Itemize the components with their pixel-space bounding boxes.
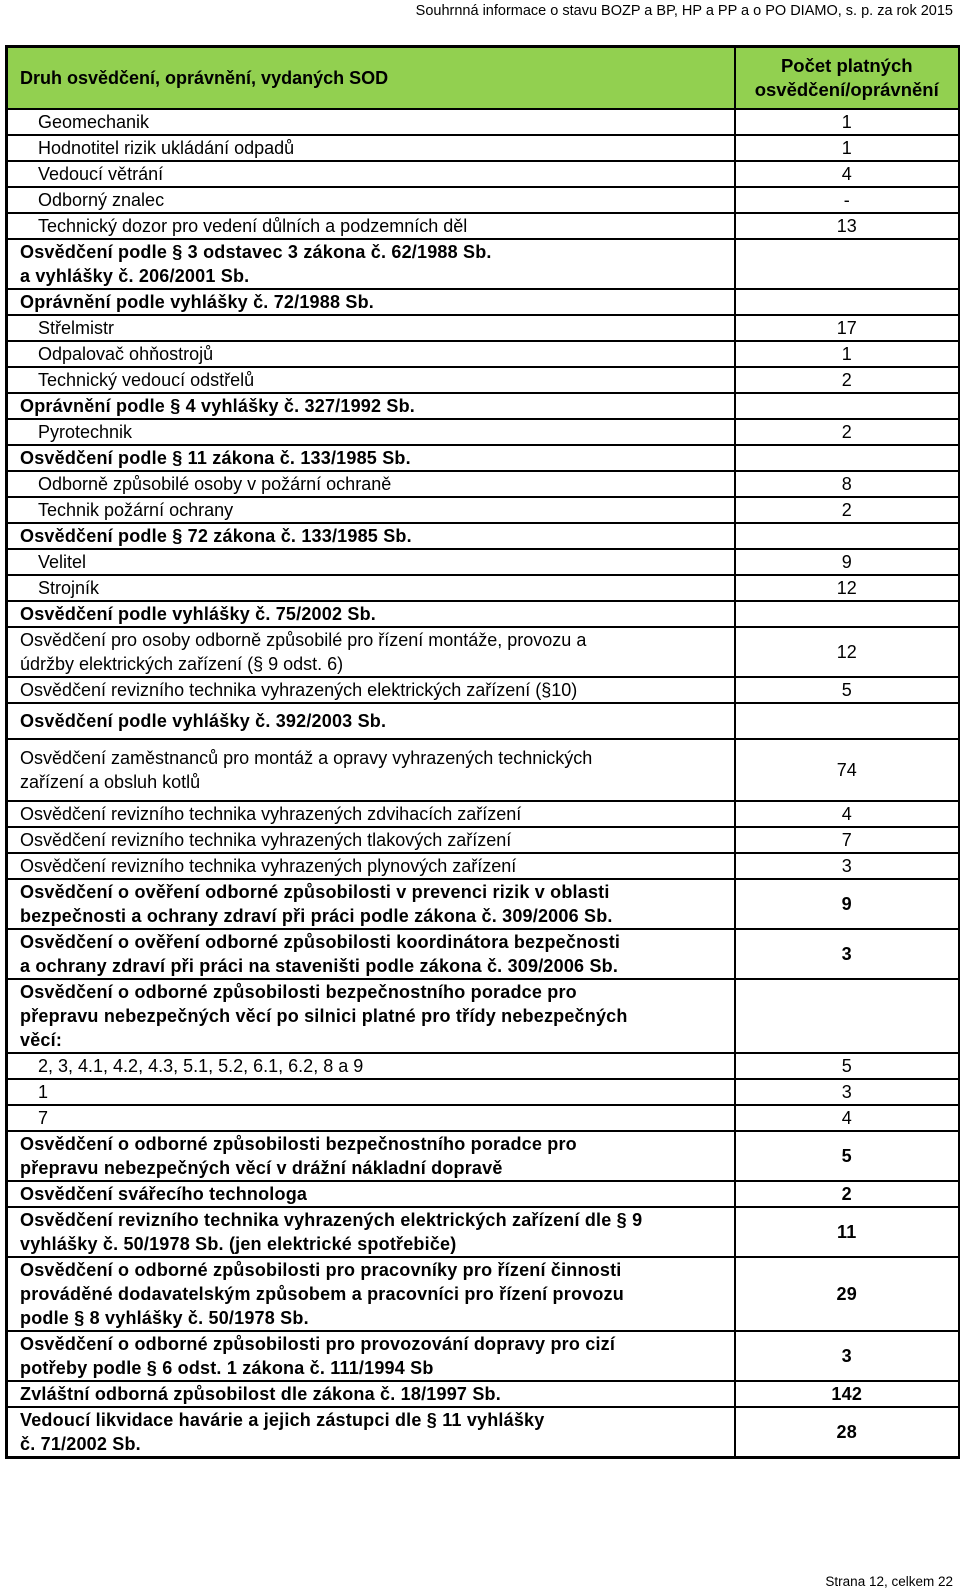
certification-name-line: Hodnotitel rizik ukládání odpadů [38, 138, 295, 158]
certification-name-line: a vyhlášky č. 206/2001 Sb. [20, 266, 250, 286]
certification-name-line: Osvědčení revizního technika vyhrazených plynových zařízení [20, 856, 517, 876]
table-row [7, 801, 960, 827]
table-row [7, 341, 960, 367]
certifications-table [5, 45, 960, 1459]
certification-name-line: Osvědčení revizního technika vyhrazených tlakových zařízení [20, 830, 512, 850]
table-row [7, 1079, 960, 1105]
count-cell: 3 [735, 1079, 960, 1105]
certification-name-cell [7, 187, 735, 213]
certification-name-line: Odborně způsobilé osoby v požární ochraně [38, 474, 392, 494]
table-row [7, 1105, 960, 1131]
count-cell: 4 [735, 1105, 960, 1131]
count-header-line2: osvědčení/oprávnění [754, 79, 939, 100]
table-row [7, 289, 960, 315]
certification-name-line: věcí: [20, 1030, 63, 1050]
certification-name-line: Osvědčení podle § 72 zákona č. 133/1985 Sb. [20, 526, 412, 546]
table-row [7, 549, 960, 575]
certification-name-cell [7, 929, 735, 979]
certification-name-line: Strojník [38, 578, 100, 598]
certification-name-line: Vedoucí větrání [38, 164, 164, 184]
table-row [7, 1181, 960, 1207]
certification-name-cell [7, 367, 735, 393]
certification-name-line: přepravu nebezpečných věcí po silnici platné pro třídy nebezpečných [20, 1006, 628, 1026]
table-row [7, 239, 960, 289]
certification-name-cell [7, 1131, 735, 1181]
table-row [7, 445, 960, 471]
count-cell: 3 [735, 853, 960, 879]
certification-name-cell [7, 677, 735, 703]
count-cell: 2 [735, 497, 960, 523]
count-cell: 5 [735, 1053, 960, 1079]
table-row [7, 1207, 960, 1257]
certification-name-cell [7, 523, 735, 549]
table-row [7, 315, 960, 341]
certification-name-line: Oprávnění podle § 4 vyhlášky č. 327/1992 Sb. [20, 396, 416, 416]
certification-name-cell [7, 879, 735, 929]
certification-name-line: zařízení a obsluh kotlů [20, 772, 201, 792]
count-cell: 1 [735, 135, 960, 161]
count-cell: 4 [735, 801, 960, 827]
table-row [7, 677, 960, 703]
page-header: Souhrnná informace o stavu BOZP a BP, HP a PP a o PO DIAMO, s. p. za rok 2015 [415, 3, 953, 19]
certification-name-line: 1 [38, 1082, 49, 1102]
count-cell [735, 601, 960, 627]
table-row [7, 161, 960, 187]
count-cell: 1 [735, 109, 960, 135]
certification-name-cell [7, 419, 735, 445]
count-cell [735, 445, 960, 471]
table-row [7, 1381, 960, 1407]
count-cell: 9 [735, 549, 960, 575]
table-row [7, 1131, 960, 1181]
certification-name-line: 7 [38, 1108, 49, 1128]
table-row [7, 497, 960, 523]
count-cell: 5 [735, 1131, 960, 1181]
certification-name-line: Osvědčení podle vyhlášky č. 75/2002 Sb. [20, 604, 376, 624]
certification-name-line: Technický dozor pro vedení důlních a podzemních děl [38, 216, 468, 236]
table-row [7, 879, 960, 929]
count-cell [735, 979, 960, 1053]
table-row [7, 523, 960, 549]
table-row [7, 929, 960, 979]
certification-name-cell [7, 1381, 735, 1407]
count-cell: - [735, 187, 960, 213]
certification-name-line: Zvláštní odborná způsobilost dle zákona č. 18/1997 Sb. [20, 1384, 501, 1404]
count-cell: 8 [735, 471, 960, 497]
count-cell: 142 [735, 1381, 960, 1407]
certification-name-line: Osvědčení o odborné způsobilosti bezpečnostního poradce pro [20, 1134, 577, 1154]
certification-name-cell [7, 979, 735, 1053]
page-footer: Strana 12, celkem 22 [825, 1574, 953, 1589]
table-row [7, 575, 960, 601]
certification-name-cell [7, 213, 735, 239]
certification-name-line: Geomechanik [38, 112, 150, 132]
count-cell: 29 [735, 1257, 960, 1331]
count-cell: 12 [735, 627, 960, 677]
certification-name-cell [7, 1079, 735, 1105]
certification-name-line: Osvědčení revizního technika vyhrazených zdvihacích zařízení [20, 804, 522, 824]
table-row [7, 419, 960, 445]
certification-name-cell [7, 1257, 735, 1331]
certification-name-line: Osvědčení podle vyhlášky č. 392/2003 Sb. [20, 711, 387, 731]
count-cell: 12 [735, 575, 960, 601]
table-row [7, 853, 960, 879]
certification-name-line: Technik požární ochrany [38, 500, 234, 520]
certification-name-line: Osvědčení o odborné způsobilosti bezpečnostního poradce pro [20, 982, 577, 1002]
certification-name-cell [7, 315, 735, 341]
certification-name-line: Osvědčení o odborné způsobilosti pro pracovníky pro řízení činnosti [20, 1260, 622, 1280]
certification-name-line: Technický vedoucí odstřelů [38, 370, 255, 390]
table-row [7, 1053, 960, 1079]
certification-name-cell [7, 341, 735, 367]
certification-name-line: Osvědčení o odborné způsobilosti pro provozování dopravy pro cizí [20, 1334, 616, 1354]
certification-name-line: vyhlášky č. 50/1978 Sb. (jen elektrické spotřebiče) [20, 1234, 457, 1254]
table-row [7, 109, 960, 135]
certification-name-line: údržby elektrických zařízení (§ 9 odst. 6) [20, 654, 344, 674]
certification-name-line: Odborný znalec [38, 190, 165, 210]
count-cell: 13 [735, 213, 960, 239]
count-cell: 2 [735, 419, 960, 445]
count-cell: 5 [735, 677, 960, 703]
certification-name-line: Osvědčení podle § 11 zákona č. 133/1985 Sb. [20, 448, 411, 468]
type-column-header: Druh osvědčení, oprávnění, vydaných SOD [7, 47, 735, 110]
certification-name-line: Osvědčení o ověření odborné způsobilosti koordinátora bezpečnosti [20, 932, 621, 952]
certification-name-line: č. 71/2002 Sb. [20, 1434, 141, 1454]
count-header-line1: Počet platných [780, 55, 913, 76]
certification-name-line: prováděné dodavatelským způsobem a pracovníci pro řízení provozu [20, 1284, 624, 1304]
certification-name-cell [7, 239, 735, 289]
count-cell: 7 [735, 827, 960, 853]
certification-name-cell [7, 801, 735, 827]
certification-name-cell [7, 1053, 735, 1079]
certification-name-cell [7, 135, 735, 161]
certification-name-cell [7, 497, 735, 523]
table-row [7, 827, 960, 853]
certification-name-line: a ochrany zdraví při práci na staveništi podle zákona č. 309/2006 Sb. [20, 956, 619, 976]
table-row [7, 601, 960, 627]
count-cell: 2 [735, 1181, 960, 1207]
count-cell [735, 289, 960, 315]
certification-name-cell [7, 445, 735, 471]
certification-name-cell [7, 1181, 735, 1207]
table-row [7, 1407, 960, 1458]
certification-name-line: podle § 8 vyhlášky č. 50/1978 Sb. [20, 1308, 309, 1328]
certification-name-line: přepravu nebezpečných věcí v drážní nákladní dopravě [20, 1158, 503, 1178]
certification-name-line: Osvědčení svářecího technologa [20, 1184, 308, 1204]
certification-name-cell [7, 161, 735, 187]
table-row [7, 1331, 960, 1381]
certification-name-cell [7, 627, 735, 677]
certification-name-line: Osvědčení zaměstnanců pro montáž a opravy vyhrazených technických [20, 748, 593, 768]
certification-name-line: Oprávnění podle vyhlášky č. 72/1988 Sb. [20, 292, 374, 312]
certification-name-cell [7, 393, 735, 419]
certification-name-cell [7, 109, 735, 135]
count-cell: 17 [735, 315, 960, 341]
count-cell: 4 [735, 161, 960, 187]
certification-name-line: Velitel [38, 552, 87, 572]
table-row [7, 393, 960, 419]
certification-name-cell [7, 703, 735, 739]
table-row [7, 367, 960, 393]
table-row [7, 135, 960, 161]
count-cell [735, 703, 960, 739]
count-cell: 2 [735, 367, 960, 393]
table-row [7, 471, 960, 497]
table-header-row [7, 47, 960, 110]
certification-name-cell [7, 471, 735, 497]
certification-name-cell [7, 601, 735, 627]
certification-name-line: Vedoucí likvidace havárie a jejich zástupci dle § 11 vyhlášky [20, 1410, 545, 1430]
count-cell: 1 [735, 341, 960, 367]
count-cell: 11 [735, 1207, 960, 1257]
certification-name-cell [7, 1105, 735, 1131]
certification-name-line: bezpečnosti a ochrany zdraví při práci podle zákona č. 309/2006 Sb. [20, 906, 613, 926]
count-cell: 9 [735, 879, 960, 929]
certification-name-line: Střelmistr [38, 318, 114, 338]
table-row [7, 703, 960, 739]
count-cell [735, 393, 960, 419]
count-cell: 3 [735, 929, 960, 979]
certification-name-cell [7, 549, 735, 575]
count-cell: 3 [735, 1331, 960, 1381]
count-cell: 28 [735, 1407, 960, 1458]
certification-name-line: Odpalovač ohňostrojů [38, 344, 214, 364]
certification-name-line: Osvědčení pro osoby odborně způsobilé pro řízení montáže, provozu a [20, 630, 587, 650]
certification-name-cell [7, 853, 735, 879]
table-row [7, 627, 960, 677]
count-cell [735, 523, 960, 549]
certification-name-cell [7, 827, 735, 853]
certification-name-cell [7, 1331, 735, 1381]
count-cell: 74 [735, 739, 960, 801]
table-row [7, 1257, 960, 1331]
certification-name-line: potřeby podle § 6 odst. 1 zákona č. 111/1994 Sb [20, 1358, 434, 1378]
certification-name-line: 2, 3, 4.1, 4.2, 4.3, 5.1, 5.2, 6.1, 6.2, 8 a 9 [38, 1056, 364, 1076]
certification-name-line: Osvědčení podle § 3 odstavec 3 zákona č. 62/1988 Sb. [20, 242, 492, 262]
table-row [7, 739, 960, 801]
certification-name-cell [7, 1407, 735, 1458]
certification-name-cell [7, 575, 735, 601]
certification-name-line: Pyrotechnik [38, 422, 133, 442]
count-cell [735, 239, 960, 289]
count-column-header [735, 47, 960, 110]
table-row [7, 213, 960, 239]
certification-name-line: Osvědčení o ověření odborné způsobilosti v prevenci rizik v oblasti [20, 882, 610, 902]
certification-name-cell [7, 289, 735, 315]
certification-name-cell [7, 739, 735, 801]
certification-name-line: Osvědčení revizního technika vyhrazených elektrických zařízení (§10) [20, 680, 578, 700]
certification-name-cell [7, 1207, 735, 1257]
certification-name-line: Osvědčení revizního technika vyhrazených elektrických zařízení dle § 9 [20, 1210, 643, 1230]
table-body [7, 109, 960, 1458]
table-row [7, 187, 960, 213]
table-row [7, 979, 960, 1053]
